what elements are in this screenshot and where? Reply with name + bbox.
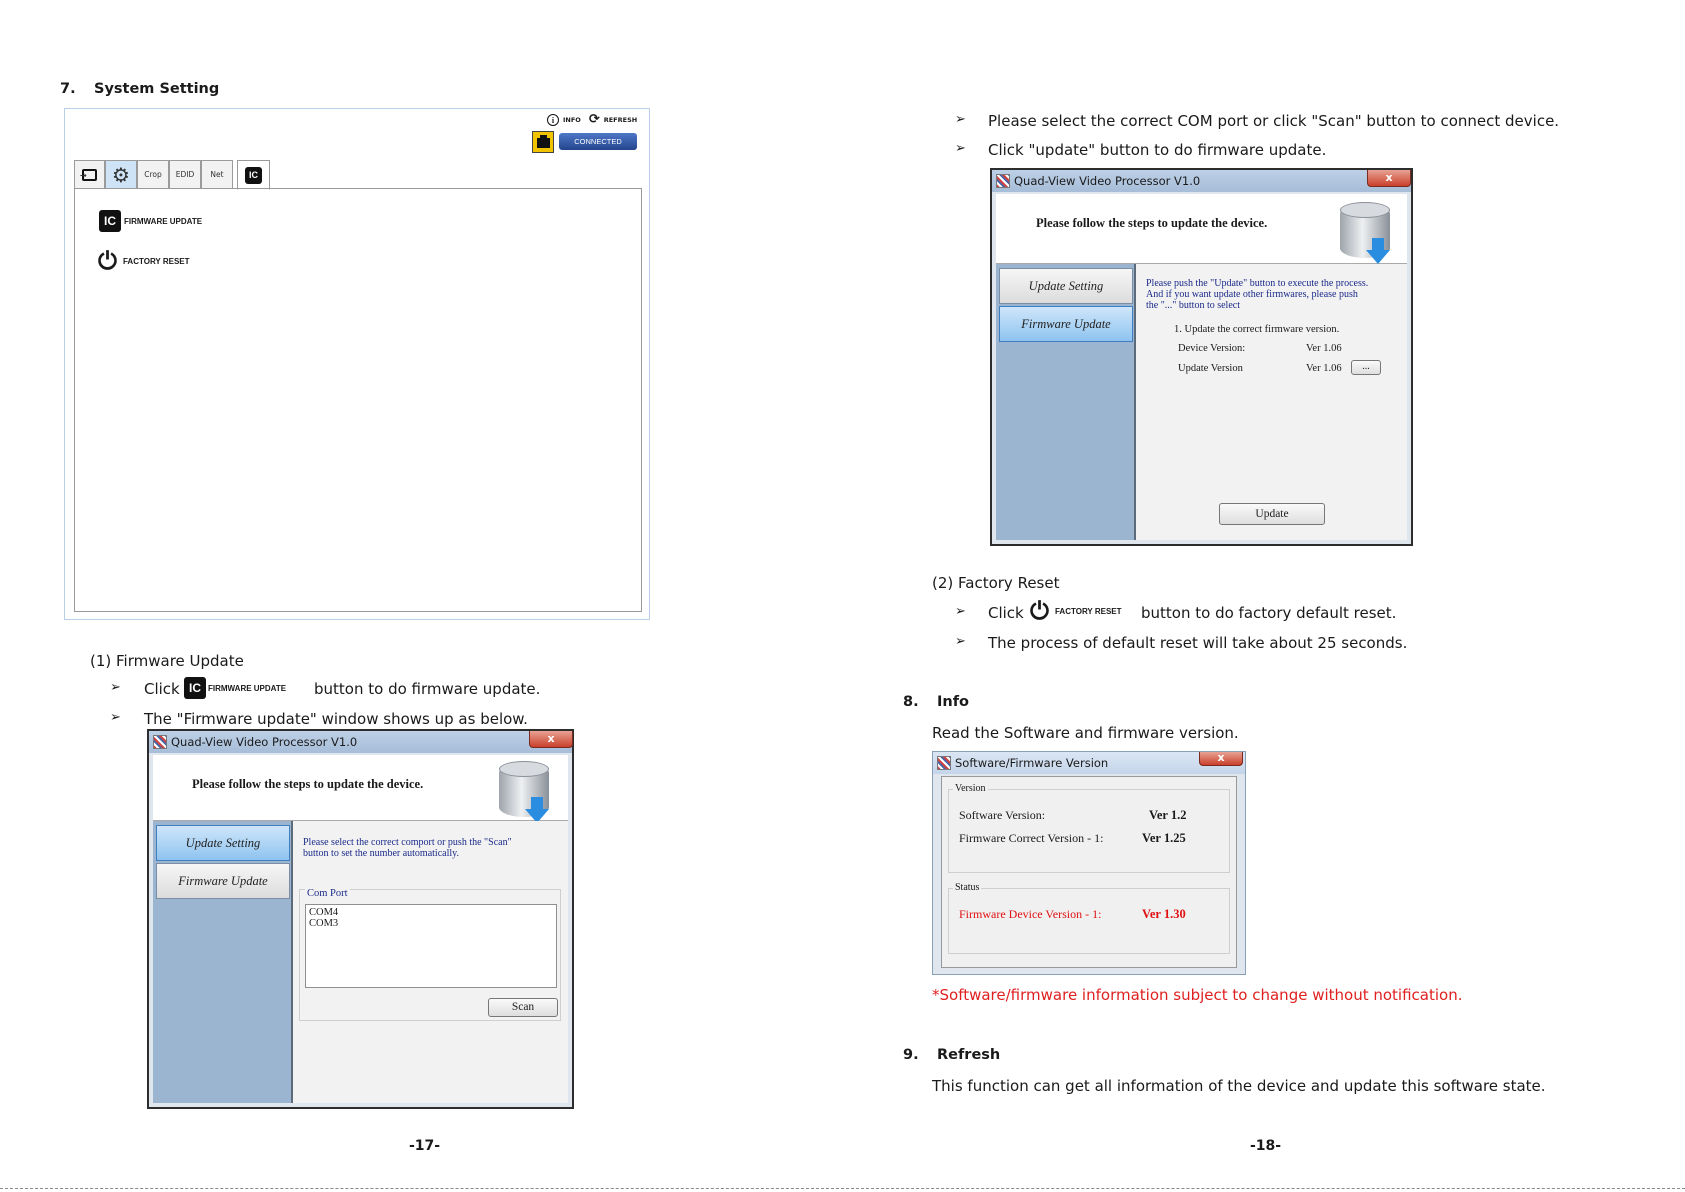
firmware-update-label: FIRMWARE UPDATE: [124, 216, 203, 226]
app-icon: [153, 735, 167, 749]
bullet-text: Please select the correct COM port or click "Scan" button to connect device.: [988, 112, 1560, 130]
status-group-label: Status: [955, 882, 980, 893]
software-version-label: Software Version:: [959, 808, 1046, 822]
input-icon: →: [82, 169, 97, 181]
firmware-update-inline-icon: [184, 677, 286, 699]
system-tab-content: [74, 188, 642, 612]
ic-chip-icon: IC: [245, 167, 262, 184]
section-7-number: 7.: [60, 81, 76, 97]
firmware-update-tab-button[interactable]: Firmware Update: [999, 306, 1133, 342]
factory-reset-subheading: (2) Factory Reset: [932, 574, 1060, 592]
close-button[interactable]: x: [1199, 752, 1243, 766]
firmware-update-tab-button[interactable]: Firmware Update: [156, 863, 290, 899]
dialog-title: Quad-View Video Processor V1.0: [171, 735, 358, 749]
database-download-icon: [493, 757, 557, 827]
bullet-text: button to do factory default reset.: [1141, 604, 1397, 622]
browse-button[interactable]: ...: [1351, 360, 1381, 375]
bullet-text: Click: [988, 604, 1024, 622]
bullet-text: button to do firmware update.: [314, 680, 541, 698]
step-text: 1. Update the correct firmware version.: [1174, 324, 1340, 335]
factory-reset-button[interactable]: [98, 249, 190, 273]
bullet-text: Click: [144, 680, 180, 698]
dialog-sidebar: [996, 264, 1136, 540]
tab-settings[interactable]: [105, 160, 137, 189]
update-setting-button[interactable]: Update Setting: [999, 268, 1133, 304]
tab-system[interactable]: [237, 160, 270, 190]
update-version-value: Ver 1.06: [1306, 363, 1342, 374]
dialog-titlebar: [149, 731, 572, 753]
factory-reset-label: FACTORY RESET: [122, 256, 190, 266]
close-button[interactable]: x: [1367, 170, 1411, 187]
banner-text: Please follow the steps to update the device.: [1036, 216, 1268, 230]
bullet-arrow-icon: ➢: [955, 112, 966, 127]
instruction-line: Please push the "Update" button to execute the process.: [1146, 278, 1369, 289]
instruction-line: button to set the number automatically.: [303, 848, 459, 859]
bullet-text: The "Firmware update" window shows up as below.: [144, 710, 528, 728]
connected-status-badge: CONNECTED: [559, 133, 637, 150]
refresh-label[interactable]: REFRESH: [603, 116, 638, 124]
section-7-title: System Setting: [94, 81, 220, 97]
dialog-titlebar: [992, 170, 1411, 192]
device-version-label: Device Version:: [1178, 343, 1246, 354]
com-port-group: [299, 889, 561, 1021]
firmware-correct-version-value: Ver 1.25: [1142, 831, 1186, 845]
tab-net[interactable]: Net: [201, 160, 233, 189]
com-port-list[interactable]: [305, 904, 557, 988]
version-group: [948, 783, 1230, 873]
firmware-device-version-label: Firmware Device Version - 1:: [959, 907, 1102, 921]
tab-input[interactable]: [74, 160, 105, 189]
com-port-group-label: Com Port: [307, 888, 348, 899]
firmware-update-inline-label: FIRMWARE UPDATE: [208, 683, 287, 693]
info-icon[interactable]: i: [547, 114, 559, 126]
tab-edid[interactable]: EDID: [169, 160, 201, 189]
dialog-title: Software/Firmware Version: [955, 756, 1109, 770]
instruction-line: the "..." button to select: [1146, 300, 1240, 311]
update-button[interactable]: Update: [1219, 503, 1325, 525]
database-download-icon: [1334, 198, 1398, 268]
scan-button[interactable]: Scan: [488, 998, 558, 1017]
app-icon: [937, 756, 951, 770]
refresh-text: This function can get all information of the device and update this software state.: [932, 1077, 1546, 1095]
dialog-title: Quad-View Video Processor V1.0: [1014, 174, 1201, 188]
bullet-arrow-icon: ➢: [955, 141, 966, 156]
firmware-correct-version-label: Firmware Correct Version - 1:: [959, 831, 1104, 845]
info-label[interactable]: INFO: [563, 116, 581, 124]
update-setting-button[interactable]: Update Setting: [156, 825, 290, 861]
version-group-label: Version: [955, 783, 986, 794]
version-dialog-body: [941, 776, 1237, 968]
network-icon: [532, 131, 554, 153]
gear-icon: ⚙: [112, 162, 130, 187]
firmware-device-version-value: Ver 1.30: [1142, 907, 1186, 921]
page-edge-divider: [0, 1188, 1685, 1189]
bullet-arrow-icon: ➢: [110, 710, 121, 725]
app-icon: [996, 174, 1010, 188]
dialog-banner: [153, 755, 568, 821]
bullet-text: The process of default reset will take about 25 seconds.: [988, 634, 1408, 652]
section-8-title: Info: [937, 694, 969, 710]
version-dialog: [932, 751, 1246, 975]
ic-chip-icon: IC: [184, 677, 206, 699]
update-version-label: Update Version: [1178, 363, 1243, 374]
disclaimer-note: *Software/firmware information subject to change without notification.: [932, 986, 1463, 1004]
page-number: -18-: [1250, 1138, 1282, 1154]
firmware-update-subheading: (1) Firmware Update: [90, 652, 244, 670]
system-setting-panel: [64, 108, 650, 620]
tab-crop[interactable]: Crop: [137, 160, 169, 189]
factory-reset-inline-icon: [1030, 599, 1122, 623]
page-number: -17-: [409, 1138, 441, 1154]
banner-text: Please follow the steps to update the device.: [192, 777, 424, 791]
dialog-banner: [996, 194, 1407, 264]
device-version-value: Ver 1.06: [1306, 343, 1342, 354]
close-button[interactable]: x: [529, 731, 573, 748]
section-9-number: 9.: [903, 1047, 919, 1063]
section-8-number: 8.: [903, 694, 919, 710]
dialog-sidebar: [153, 821, 293, 1103]
bullet-text: Click "update" button to do firmware update.: [988, 141, 1327, 159]
instruction-line: Please select the correct comport or push the "Scan": [303, 837, 512, 848]
ic-chip-icon: IC: [99, 210, 121, 232]
power-icon: ⏻: [1030, 597, 1049, 625]
refresh-icon[interactable]: ⟳: [588, 112, 600, 127]
firmware-update-dialog-comport: [147, 729, 574, 1109]
bullet-arrow-icon: ➢: [955, 604, 966, 619]
software-version-value: Ver 1.2: [1149, 808, 1187, 822]
bullet-arrow-icon: ➢: [110, 680, 121, 695]
instruction-line: And if you want update other firmwares, please push: [1146, 289, 1358, 300]
com-port-item[interactable]: COM4: [309, 907, 339, 918]
dialog-content: [293, 821, 568, 1103]
firmware-update-button[interactable]: [99, 210, 202, 232]
factory-reset-label: FACTORY RESET: [1054, 606, 1122, 616]
power-icon: ⏻: [98, 247, 117, 275]
dialog-content: [1136, 264, 1407, 540]
info-text: Read the Software and firmware version.: [932, 724, 1239, 742]
bullet-arrow-icon: ➢: [955, 634, 966, 649]
com-port-item[interactable]: COM3: [309, 918, 339, 929]
section-9-title: Refresh: [937, 1047, 1001, 1063]
firmware-update-dialog-update: [990, 168, 1413, 546]
status-group: [948, 882, 1230, 954]
